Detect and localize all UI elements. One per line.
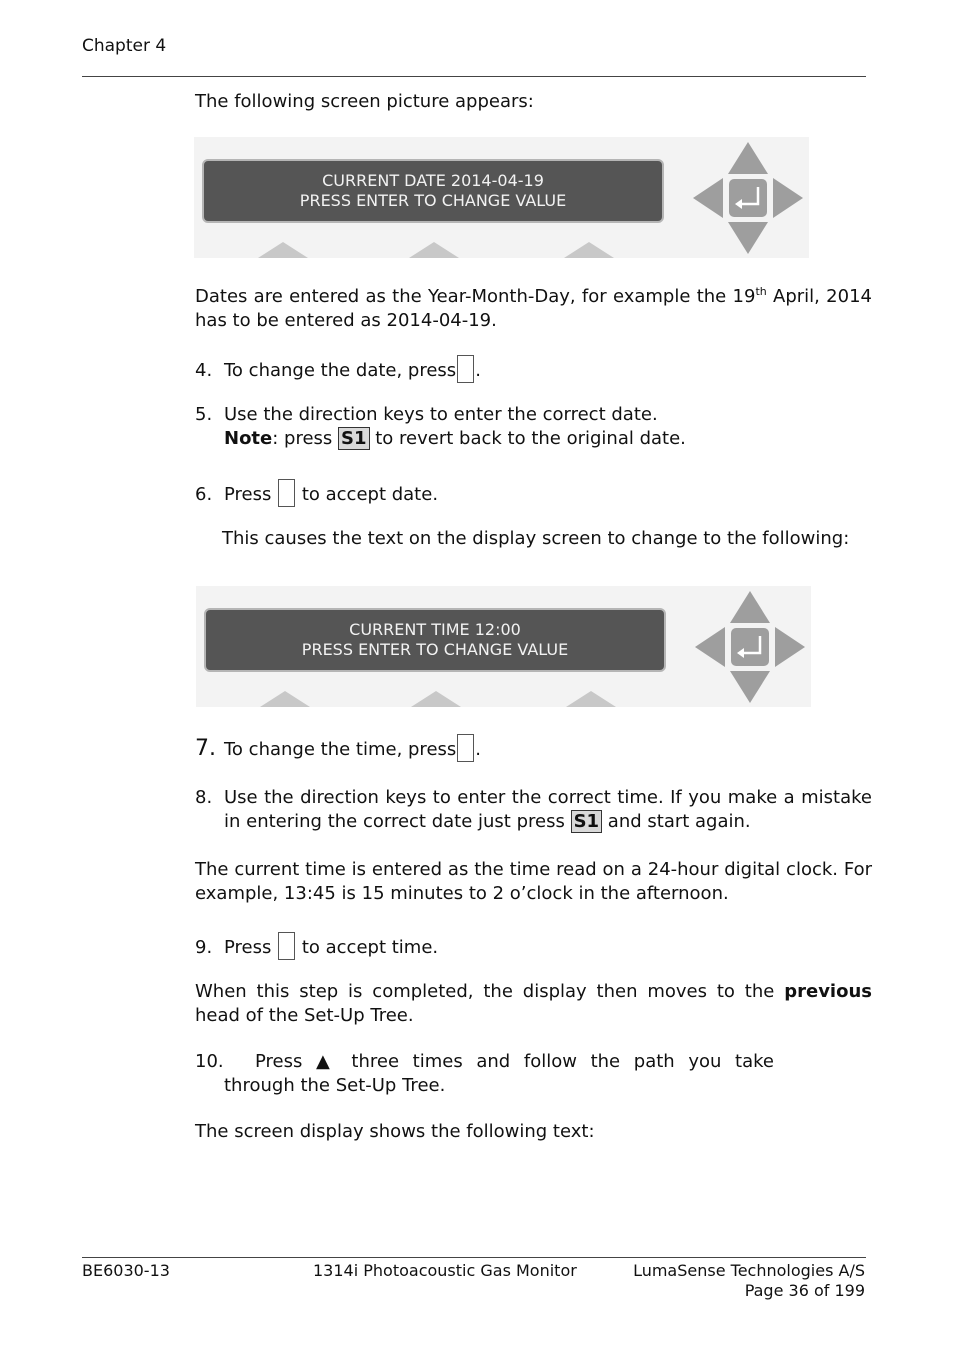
lcd-line-2: PRESS ENTER TO CHANGE VALUE [299,191,567,210]
enter-key-icon[interactable] [731,628,769,666]
enter-key-icon[interactable] [729,179,767,217]
up-arrow-icon[interactable] [730,591,770,623]
left-arrow-icon[interactable] [693,178,723,218]
completed-paragraph [195,980,872,1028]
step-text: To change the time, press [224,739,457,760]
lcd-screen [202,159,664,223]
down-arrow-icon[interactable] [730,671,770,703]
up-arrow-icon[interactable] [728,142,768,174]
footer-product: 1314i Photoacoustic Gas Monitor [313,1261,577,1280]
step-7 [195,734,872,762]
step-text-a: Use the direction keys to enter the correct time. If you make a mistake in entering the correct date just press [224,787,872,832]
s1-key: S1 [571,810,603,833]
intro-text: The following screen picture appears: [195,91,534,112]
right-arrow-icon[interactable] [773,178,803,218]
lcd-screen [204,608,666,672]
softkey-1-icon[interactable] [258,240,308,258]
step-6-followup: This causes the text on the display screen to change to the following: [222,528,850,549]
lcd-line-2: PRESS ENTER TO CHANGE VALUE [301,640,569,659]
completed-text-a: When this step is completed, the display then moves to the [195,981,785,1002]
step-number: 6. [195,484,213,505]
step-text-b: to accept date. [296,484,439,505]
dates-paragraph [195,280,872,333]
step-5 [195,403,872,451]
step-text: Use the direction keys to enter the correct date. [224,404,658,425]
closing-text: The screen display shows the following text: [195,1121,595,1142]
display-panel-date [194,137,809,258]
s1-key: S1 [338,427,370,450]
enter-key-icon [278,932,295,960]
enter-key-icon [278,479,295,507]
direction-keypad [693,589,807,705]
step-text-b: and start again. [602,811,751,832]
softkey-2-icon[interactable] [411,689,461,707]
dates-text-b: April, 2014 has to be entered as 2014-04-19. [195,286,872,331]
step-6 [195,479,872,507]
left-arrow-icon[interactable] [695,627,725,667]
completed-bold: previous [784,981,872,1002]
step-number: 7. [195,736,216,761]
completed-text-b: head of the Set-Up Tree. [195,1005,414,1026]
note-text-b: to revert back to the original date. [369,428,686,449]
note-text-a: : press [272,428,339,449]
header-rule [82,76,866,77]
down-arrow-icon[interactable] [728,222,768,254]
enter-key-icon [457,355,474,383]
step-number: 8. [195,787,213,808]
step-4 [195,355,872,383]
step-9 [195,932,872,960]
softkey-3-icon[interactable] [566,689,616,707]
note-label: Note [224,428,273,449]
step-8 [195,786,872,834]
dates-text-a: Dates are entered as the Year-Month-Day, for example the 19 [195,286,756,307]
display-panel-time [196,586,811,707]
step-text: To change the date, press [224,360,457,381]
softkey-1-icon[interactable] [260,689,310,707]
step-end: . [475,360,481,381]
lcd-line-1: CURRENT TIME 12:00 [349,620,521,639]
chapter-header: Chapter 4 [82,36,167,56]
step-text-line-1: Press ▲ three times and follow the path you take [255,1051,774,1072]
footer-page-number: Page 36 of 199 [744,1281,865,1300]
softkey-2-icon[interactable] [409,240,459,258]
time-paragraph: The current time is entered as the time read on a 24-hour digital clock. For example, 13:45 is 15 minutes to 2 o’clock in the afternoon. [195,859,872,904]
footer-right [560,1261,865,1301]
step-number: 9. [195,937,213,958]
dates-superscript: th [755,285,767,298]
softkey-3-icon[interactable] [564,240,614,258]
step-number: 10. [195,1051,224,1072]
lcd-line-1: CURRENT DATE 2014-04-19 [322,171,544,190]
footer-doc-number: BE6030-13 [82,1261,170,1280]
step-text-a: Press [224,937,278,958]
right-arrow-icon[interactable] [775,627,805,667]
step-10 [195,1050,872,1098]
step-number: 4. [195,360,213,381]
direction-keypad [691,140,805,256]
step-text-line-2: through the Set-Up Tree. [224,1075,446,1096]
step-text-b: to accept time. [296,937,439,958]
enter-key-icon [457,734,474,762]
step-end: . [475,739,482,760]
footer-company: LumaSense Technologies A/S [633,1261,865,1280]
footer-rule [82,1257,866,1258]
step-number: 5. [195,404,213,425]
step-text-a: Press [224,484,278,505]
